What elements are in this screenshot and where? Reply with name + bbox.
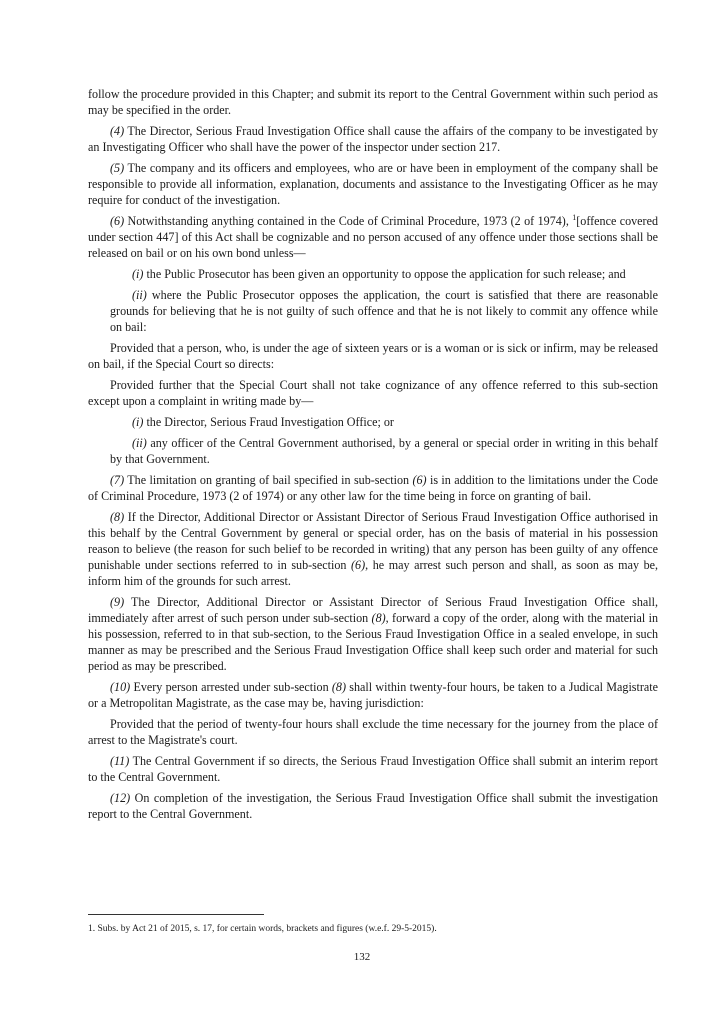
subsection-number: (9) xyxy=(110,595,125,609)
subsection-5 xyxy=(88,160,658,208)
subsection-number: (7) xyxy=(110,473,125,487)
paragraph-text: Provided further that the Special Court shall not take cognizance of any offence referred to this sub-section except upon a complaint in writing made by— xyxy=(88,378,658,408)
page-number: 132 xyxy=(353,951,371,963)
paragraph-text: Provided that the period of twenty-four hours shall exclude the time necessary for the journey from the place of arrest to the Magistrate's court. xyxy=(88,717,658,747)
paragraph-text: the Director, Serious Fraud Investigation Office; or xyxy=(143,415,394,429)
subsection-6 xyxy=(88,213,658,261)
paragraph-text: the Public Prosecutor has been given an opportunity to oppose the application for such release; and xyxy=(143,267,626,281)
paragraph-continuation xyxy=(88,86,658,118)
paragraph-text: Notwithstanding anything contained in the Code of Criminal Procedure, 1973 (2 of 1974), xyxy=(124,214,573,228)
paragraph-text: The Director, Additional Director or Assistant Director of Serious Fraud Investigation Office shall, immediately after arrest of such person under sub-section xyxy=(88,595,658,625)
clause-ii xyxy=(88,287,658,335)
subsection-reference: (8) xyxy=(331,680,347,694)
subsection-9 xyxy=(88,594,658,674)
paragraph-text: is in addition to the limitations under the Code of Criminal Procedure, 1973 (2 of 1974) or any other law for the time being in force on granting of bail. xyxy=(88,473,659,503)
proviso-3 xyxy=(88,716,658,748)
footnote-divider xyxy=(88,914,264,915)
paragraph-text: If the Director, Additional Director or Assistant Director of Serious Fraud Investigation Office authorised in this behalf by the Central Government by general or special order, has on the basis of material in his possession reason to believe (the reason for such belief to be recorded in writing) that any person has been guilty of any offence punishable under sections referred to in sub-section xyxy=(88,510,658,572)
paragraph-text: The company and its officers and employees, who are or have been in employment of the company shall be responsible to provide all information, explanation, documents and assistance to the Investigating Officer as he may require for conduct of the investigation. xyxy=(88,161,658,207)
subsection-reference: (6) xyxy=(351,558,366,572)
footnote-marker: 1 xyxy=(572,212,577,222)
clause-number: (ii) xyxy=(132,288,147,302)
paragraph-text: follow the procedure provided in this Chapter; and submit its report to the Central Government within such period as may be specified in the order. xyxy=(88,87,658,117)
subsection-number: (4) xyxy=(110,124,125,138)
footnote: 1. Subs. by Act 21 of 2015, s. 17, for certain words, brackets and figures (w.e.f. 29-5-2015). xyxy=(88,924,437,934)
paragraph-text: , forward a copy of the order, along with the material in his possession, referred to in that sub-section, to the Serious Fraud Investigation Office in a sealed envelope, in such manner as may be prescribed and the Serious Fraud Investigation Office shall keep such order and material for such period as may be prescribed. xyxy=(88,611,658,673)
paragraph-text: shall within twenty-four hours, be taken to a Judical Magistrate or a Metropolitan Magistrate, as the case may be, having jurisdiction: xyxy=(88,680,658,710)
clause-number: (i) xyxy=(132,415,144,429)
proviso-2 xyxy=(88,377,658,409)
subsection-12 xyxy=(88,790,658,822)
paragraph-text: The Director, Serious Fraud Investigation Office shall cause the affairs of the company to be investigated by an Investigating Officer who shall have the power of the inspector under section 217. xyxy=(88,124,658,154)
subsection-number: (5) xyxy=(110,161,125,175)
subsection-4 xyxy=(88,123,658,155)
subsection-11 xyxy=(88,753,658,785)
clause-d-i xyxy=(88,414,658,430)
paragraph-text: On completion of the investigation, the Serious Fraud Investigation Office shall submit the investigation report to the Central Government. xyxy=(88,791,658,821)
paragraph-text: The Central Government if so directs, the Serious Fraud Investigation Office shall submit an interim report to the Central Government. xyxy=(88,754,658,784)
clause-d-ii xyxy=(88,435,658,467)
subsection-reference: (8) xyxy=(371,611,386,625)
paragraph-text: The limitation on granting of bail specified in sub-section xyxy=(124,473,413,487)
clause-number: (i) xyxy=(132,267,144,281)
clause-i xyxy=(88,266,658,282)
subsection-number: (12) xyxy=(110,791,131,805)
paragraph-text: [offence covered under section 447] of this Act shall be cognizable and no person accused of any offence under those sections shall be released on bail or on his own bond unless— xyxy=(88,214,658,260)
subsection-number: (11) xyxy=(110,754,130,768)
subsection-number: (8) xyxy=(110,510,125,524)
proviso-1 xyxy=(88,340,658,372)
paragraph-text: Every person arrested under sub-section xyxy=(130,680,332,694)
paragraph-text: , he may arrest such person and shall, as soon as may be, inform him of the grounds for such arrest. xyxy=(88,558,659,588)
subsection-number: (10) xyxy=(110,680,131,694)
clause-number: (ii) xyxy=(132,436,147,450)
subsection-8 xyxy=(88,509,658,589)
document-body xyxy=(88,86,658,827)
subsection-reference: (6) xyxy=(412,473,427,487)
subsection-number: (6) xyxy=(110,214,125,228)
paragraph-text: Provided that a person, who, is under the age of sixteen years or is a woman or is sick or infirm, may be released on bail, if the Special Court so directs: xyxy=(88,341,658,371)
subsection-10 xyxy=(88,679,658,711)
paragraph-text: any officer of the Central Government authorised, by a general or special order in writing in this behalf by that Government. xyxy=(110,436,658,466)
subsection-7 xyxy=(88,472,658,504)
paragraph-text: where the Public Prosecutor opposes the application, the court is satisfied that there are reasonable grounds for believing that he is not guilty of such offence and that he is not likely to commit any offence while on bail: xyxy=(110,288,658,334)
